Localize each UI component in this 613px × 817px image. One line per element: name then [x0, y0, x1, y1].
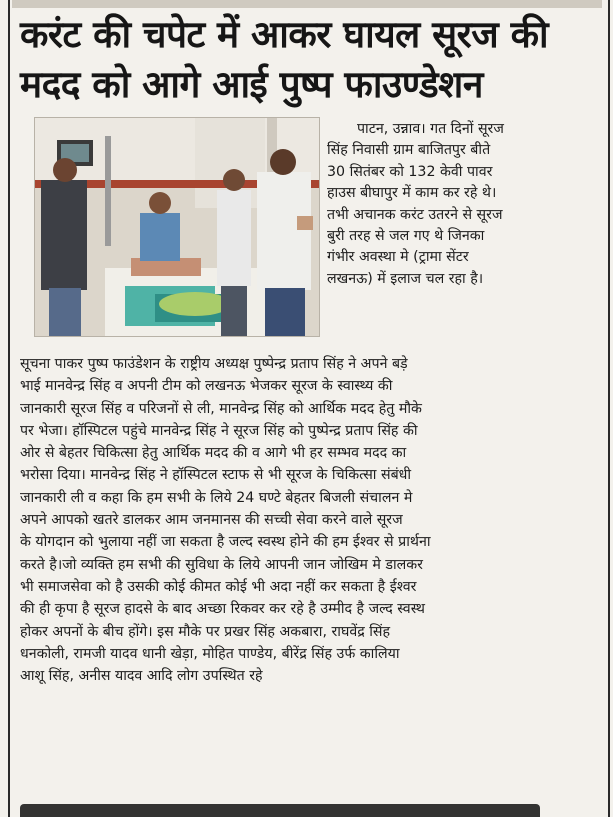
lead-line: लखनऊ) में इलाज चल रहा है। [327, 270, 484, 287]
lead-line: 30 सितंबर को 132 केवी पावर [327, 163, 493, 180]
hospital-photo [34, 117, 320, 337]
article-lead-column [327, 119, 589, 290]
cutoff-ink [20, 804, 540, 817]
body-line: जानकारी ली व कहा कि हम सभी के लिये 24 घण्टे बेहतर बिजली संचालन मे [20, 489, 413, 506]
column-rule-right [608, 0, 610, 817]
hospital-photo-illustration [35, 118, 319, 336]
body-line: भरोसा दिया। मानवेन्द्र सिंह ने हॉस्पिटल स्टाफ से भी सूरज के चिकित्सा संबंधी [20, 467, 412, 484]
next-article-headline-cutoff [20, 792, 580, 817]
lead-line: बुरी तरह से जल गए थे जिनका [327, 228, 485, 245]
body-line: की ही कृपा है सूरज हादसे के बाद अच्छा रिकवर कर रहे है उम्मीद है जल्द स्वस्थ [20, 601, 425, 618]
body-line: भाई मानवेन्द्र सिंह व अपनी टीम को लखनऊ भेजकर सूरज के स्वास्थ्य की [20, 378, 393, 395]
body-line: के योगदान को भुलाया नहीं जा सकता है जल्द स्वस्थ होने की हम ईश्वर से प्रार्थना [20, 534, 431, 551]
body-line: पर भेजा। हॉस्पिटल पहुंचे मानवेन्द्र सिंह ने सूरज सिंह को पुष्पेन्द्र प्रताप सिंह की [20, 422, 418, 439]
lead-line: सिंह निवासी ग्राम बाजितपुर बीते [327, 142, 491, 159]
lead-line: तभी अचानक करंट उतरने से सूरज [327, 206, 503, 223]
headline-line: मदद को आगे आई पुष्प फाउण्डेशन [20, 63, 483, 106]
headline-line: करंट की चपेट में आकर घायल सूरज की [20, 13, 549, 56]
column-rule-left [8, 0, 10, 817]
body-line: सूचना पाकर पुष्प फाउंडेशन के राष्ट्रीय अध्यक्ष पुष्पेन्द्र प्रताप सिंह ने अपने बड़े [20, 356, 408, 372]
body-line: करते है।जो व्यक्ति हम सभी की सुविधा के लिये आपनी जान जोखिम मे डालकर [20, 556, 423, 573]
body-line: आशू सिंह, अनीस यादव आदि लोग उपस्थित रहे [20, 668, 263, 685]
body-line: जानकारी सूरज सिंह व परिजनों से ली, मानवेन्द्र सिंह को आर्थिक मदद हेतु मौके [20, 400, 422, 417]
body-line: धनकोली, रामजी यादव धानी खेड़ा, मोहित पाण्डेय, बीरेंद्र सिंह उर्फ कालिया [20, 645, 400, 662]
body-line: अपने आपको खतरे डालकर आम जनमानस की सच्ची सेवा करने वाले सूरज [20, 512, 403, 529]
previous-article-edge [12, 0, 602, 8]
lead-line: हाउस बीघापुर में काम कर रहे थे। [327, 185, 497, 202]
body-line: होकर अपनों के बीच होंगे। इस मौके पर प्रखर सिंह अकबारा, राघवेंद्र सिंह [20, 623, 391, 640]
article-body [20, 353, 592, 687]
lead-line: गंभीर अवस्था मे (ट्रामा सेंटर [327, 249, 469, 266]
headline [20, 10, 590, 110]
lead-line: पाटन, उन्नाव। गत दिनों सूरज [357, 121, 504, 137]
body-line: भी समाजसेवा को है उसकी कोई कीमत कोई भी अदा नहीं कर सकता है ईश्वर [20, 578, 417, 595]
body-line: ओर से बेहतर चिकित्सा हेतु आर्थिक मदद की व आगे भी हर सम्भव मदद का [20, 445, 407, 462]
